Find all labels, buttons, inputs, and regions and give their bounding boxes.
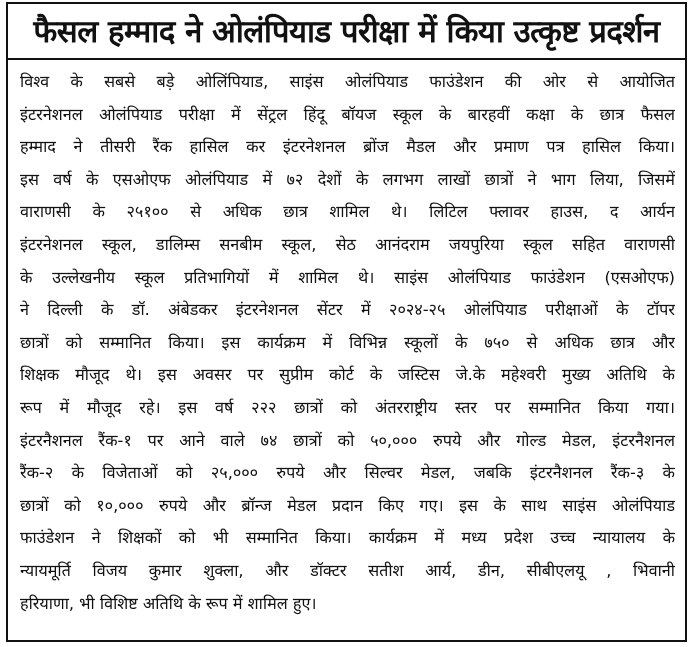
- body-line: फाउंडेशन ने शिक्षकों को भी सम्मानित किया। कार्यक्रम में मध्य प्रदेश उच्च न्यायालय के: [20, 528, 675, 548]
- body-line: न्यायमूर्ति विजय कुमार शुक्ला, और डॉक्टर सतीश आर्य, डीन, सीबीएलयू , भिवानी: [20, 560, 675, 580]
- body-line: वाराणसी के २५१०० से अधिक छात्र शामिल थे। लिटिल फ्लावर हाउस, द आर्यन: [20, 202, 675, 222]
- body-line: इंटरनेशनल ओलंपियाड परीक्षा में सेंट्रल हिंदू बॉयज स्कूल के बारहवीं कक्षा के छात्र फैसल: [20, 104, 675, 124]
- body-line: विश्व के सबसे बड़े ओलिंपियाड, साइंस ओलंपियाड फाउंडेशन की ओर से आयोजित: [20, 72, 675, 91]
- body-line: इस वर्ष के एसओएफ ओलंपियाड में ७२ देशों के लगभग लाखों छात्रों ने भाग लिया, जिसमें: [20, 169, 675, 189]
- headline: फैसल हम्माद ने ओलंपियाड परीक्षा में किया उत्कृष्ट प्रदर्शन: [6, 2, 687, 58]
- body-line: रैंक-२ के विजेताओं को २५,००० रुपये और सिल्वर मेडल, जबकि इंटरनैशनल रैंक-३ के: [20, 463, 675, 483]
- body-line: हम्माद ने तीसरी रैंक हासिल कर इंटरनेशनल ब्रोंज मैडल और प्रमाण पत्र हासिल किया।: [20, 137, 675, 157]
- body-line: छात्रों को १०,००० रुपये और ब्रॉन्ज मेडल प्रदान किए गए। इस के साथ साइंस ओलंपियाड: [20, 495, 675, 515]
- body-line: हरियाणा, भी विशिष्ट अतिथि के रूप में शामिल हुए।: [20, 593, 317, 613]
- body-line: के उल्लेखनीय स्कूल प्रतिभागियों में शामिल थे। साइंस ओलंपियाड फाउंडेशन (एसओएफ): [20, 267, 675, 287]
- body-line: शिक्षक मौजूद थे। इस अवसर पर सुप्रीम कोर्ट के जस्टिस जे.के महेश्वरी मुख्य अतिथि के: [20, 365, 675, 385]
- body-line: इंटरनैशनल रैंक-१ पर आने वाले ७४ छात्रों को ५०,००० रुपये और गोल्ड मेडल, इंटरनैशनल: [20, 430, 675, 450]
- body-line: रूप में मौजूद रहे। इस वर्ष २२२ छात्रों को अंतरराष्ट्रीय स्तर पर सम्मानित किया गया।: [20, 397, 675, 417]
- body-line: ने दिल्ली के डॉ. अंबेडकर इंटरनेशनल सेंटर में २०२४-२५ ओलंपियाड परीक्षाओं के टॉपर: [20, 300, 675, 320]
- body-line: इंटरनेशनल स्कूल, डालिम्स सनबीम स्कूल, सेठ आनंदराम जयपुरिया स्कूल सहित वाराणसी: [20, 234, 675, 254]
- article-body: [6, 58, 687, 642]
- body-line: छात्रों को सम्मानित किया। इस कार्यक्रम में विभिन्न स्कूलों के ७५० से अधिक छात्र और: [20, 332, 675, 352]
